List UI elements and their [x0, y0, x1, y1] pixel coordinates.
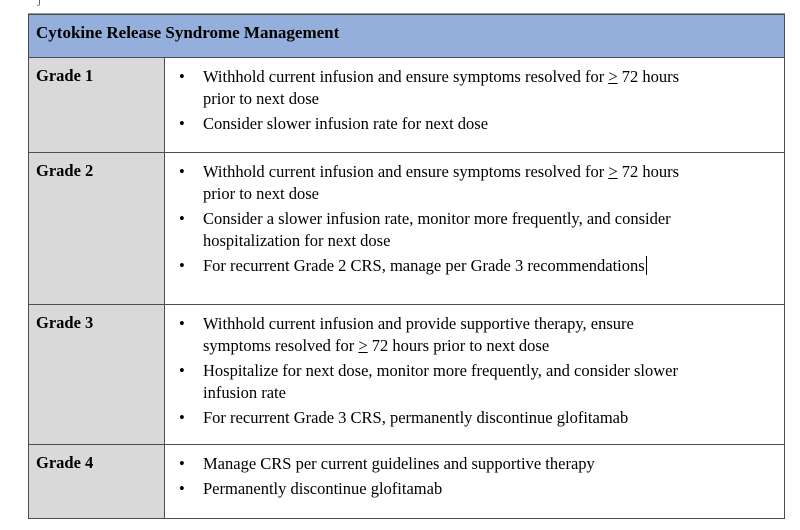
bullet-icon: • [179, 408, 185, 427]
bullet-icon: • [179, 67, 185, 86]
greater-equal-symbol: > [608, 162, 618, 181]
grade-cell[interactable] [29, 445, 165, 519]
bullet-text: Withhold current infusion and provide supportive therapy, ensure symptoms resolved for > 72 hours prior to next dose [203, 314, 634, 355]
bullet-item [165, 360, 776, 404]
grade-label: Grade 4 [36, 453, 94, 472]
bullet-item [165, 66, 776, 110]
bullet-text: Withhold current infusion and ensure symptoms resolved for > 72 hours prior to next dose [203, 162, 680, 203]
grade-label: Grade 2 [36, 161, 94, 180]
bullet-icon: • [179, 479, 185, 498]
bullet-item [165, 113, 776, 135]
grade-cell[interactable] [29, 153, 165, 305]
bullet-text: Permanently discontinue glofitamab [203, 479, 443, 498]
table-title: Cytokine Release Syndrome Management [36, 23, 340, 42]
bullet-text: Consider slower infusion rate for next dose [203, 114, 489, 133]
bullet-item [165, 161, 776, 205]
bullet-item [165, 478, 776, 500]
table-title-cell[interactable] [29, 15, 785, 58]
bullet-icon: • [179, 454, 185, 473]
bullet-icon: • [179, 314, 185, 333]
bullet-text: For recurrent Grade 3 CRS, permanently discontinue glofitamab [203, 408, 629, 427]
grade-label: Grade 1 [36, 66, 94, 85]
bullet-text: Consider a slower infusion rate, monitor more frequently, and consider hospitalization for next dose [203, 209, 671, 250]
bullet-text: For recurrent Grade 2 CRS, manage per Grade 3 recommendations [203, 255, 776, 277]
grade-cell[interactable] [29, 58, 165, 153]
greater-equal-symbol: > [358, 336, 368, 355]
recommendations-cell[interactable] [165, 58, 785, 153]
bullet-icon: • [179, 256, 185, 275]
grade-cell[interactable] [29, 305, 165, 445]
table-header-row [29, 15, 785, 58]
bullet-item [165, 255, 776, 277]
table-row [29, 58, 785, 153]
bullet-item [165, 407, 776, 429]
table-row [29, 153, 785, 305]
bullet-icon: • [179, 114, 185, 133]
bullet-text: Withhold current infusion and ensure symptoms resolved for > 72 hours prior to next dose [203, 67, 680, 108]
table-row [29, 305, 785, 445]
grade-label: Grade 3 [36, 313, 94, 332]
bullet-item [165, 453, 776, 475]
stray-mark: J [37, 0, 41, 9]
bullet-icon: • [179, 361, 185, 380]
bullet-text: Hospitalize for next dose, monitor more frequently, and consider slower infusion rate [203, 361, 679, 402]
bullet-text: Manage CRS per current guidelines and supportive therapy [203, 454, 595, 473]
greater-equal-symbol: > [608, 67, 618, 86]
crs-management-table [28, 14, 785, 519]
recommendations-cell[interactable] [165, 305, 785, 445]
recommendations-cell[interactable] [165, 445, 785, 519]
recommendations-cell[interactable] [165, 153, 785, 305]
table-row [29, 445, 785, 519]
bullet-icon: • [179, 162, 185, 181]
text-cursor [646, 256, 648, 275]
bullet-icon: • [179, 209, 185, 228]
bullet-item [165, 208, 776, 252]
table-body [29, 58, 785, 519]
bullet-item [165, 313, 776, 357]
